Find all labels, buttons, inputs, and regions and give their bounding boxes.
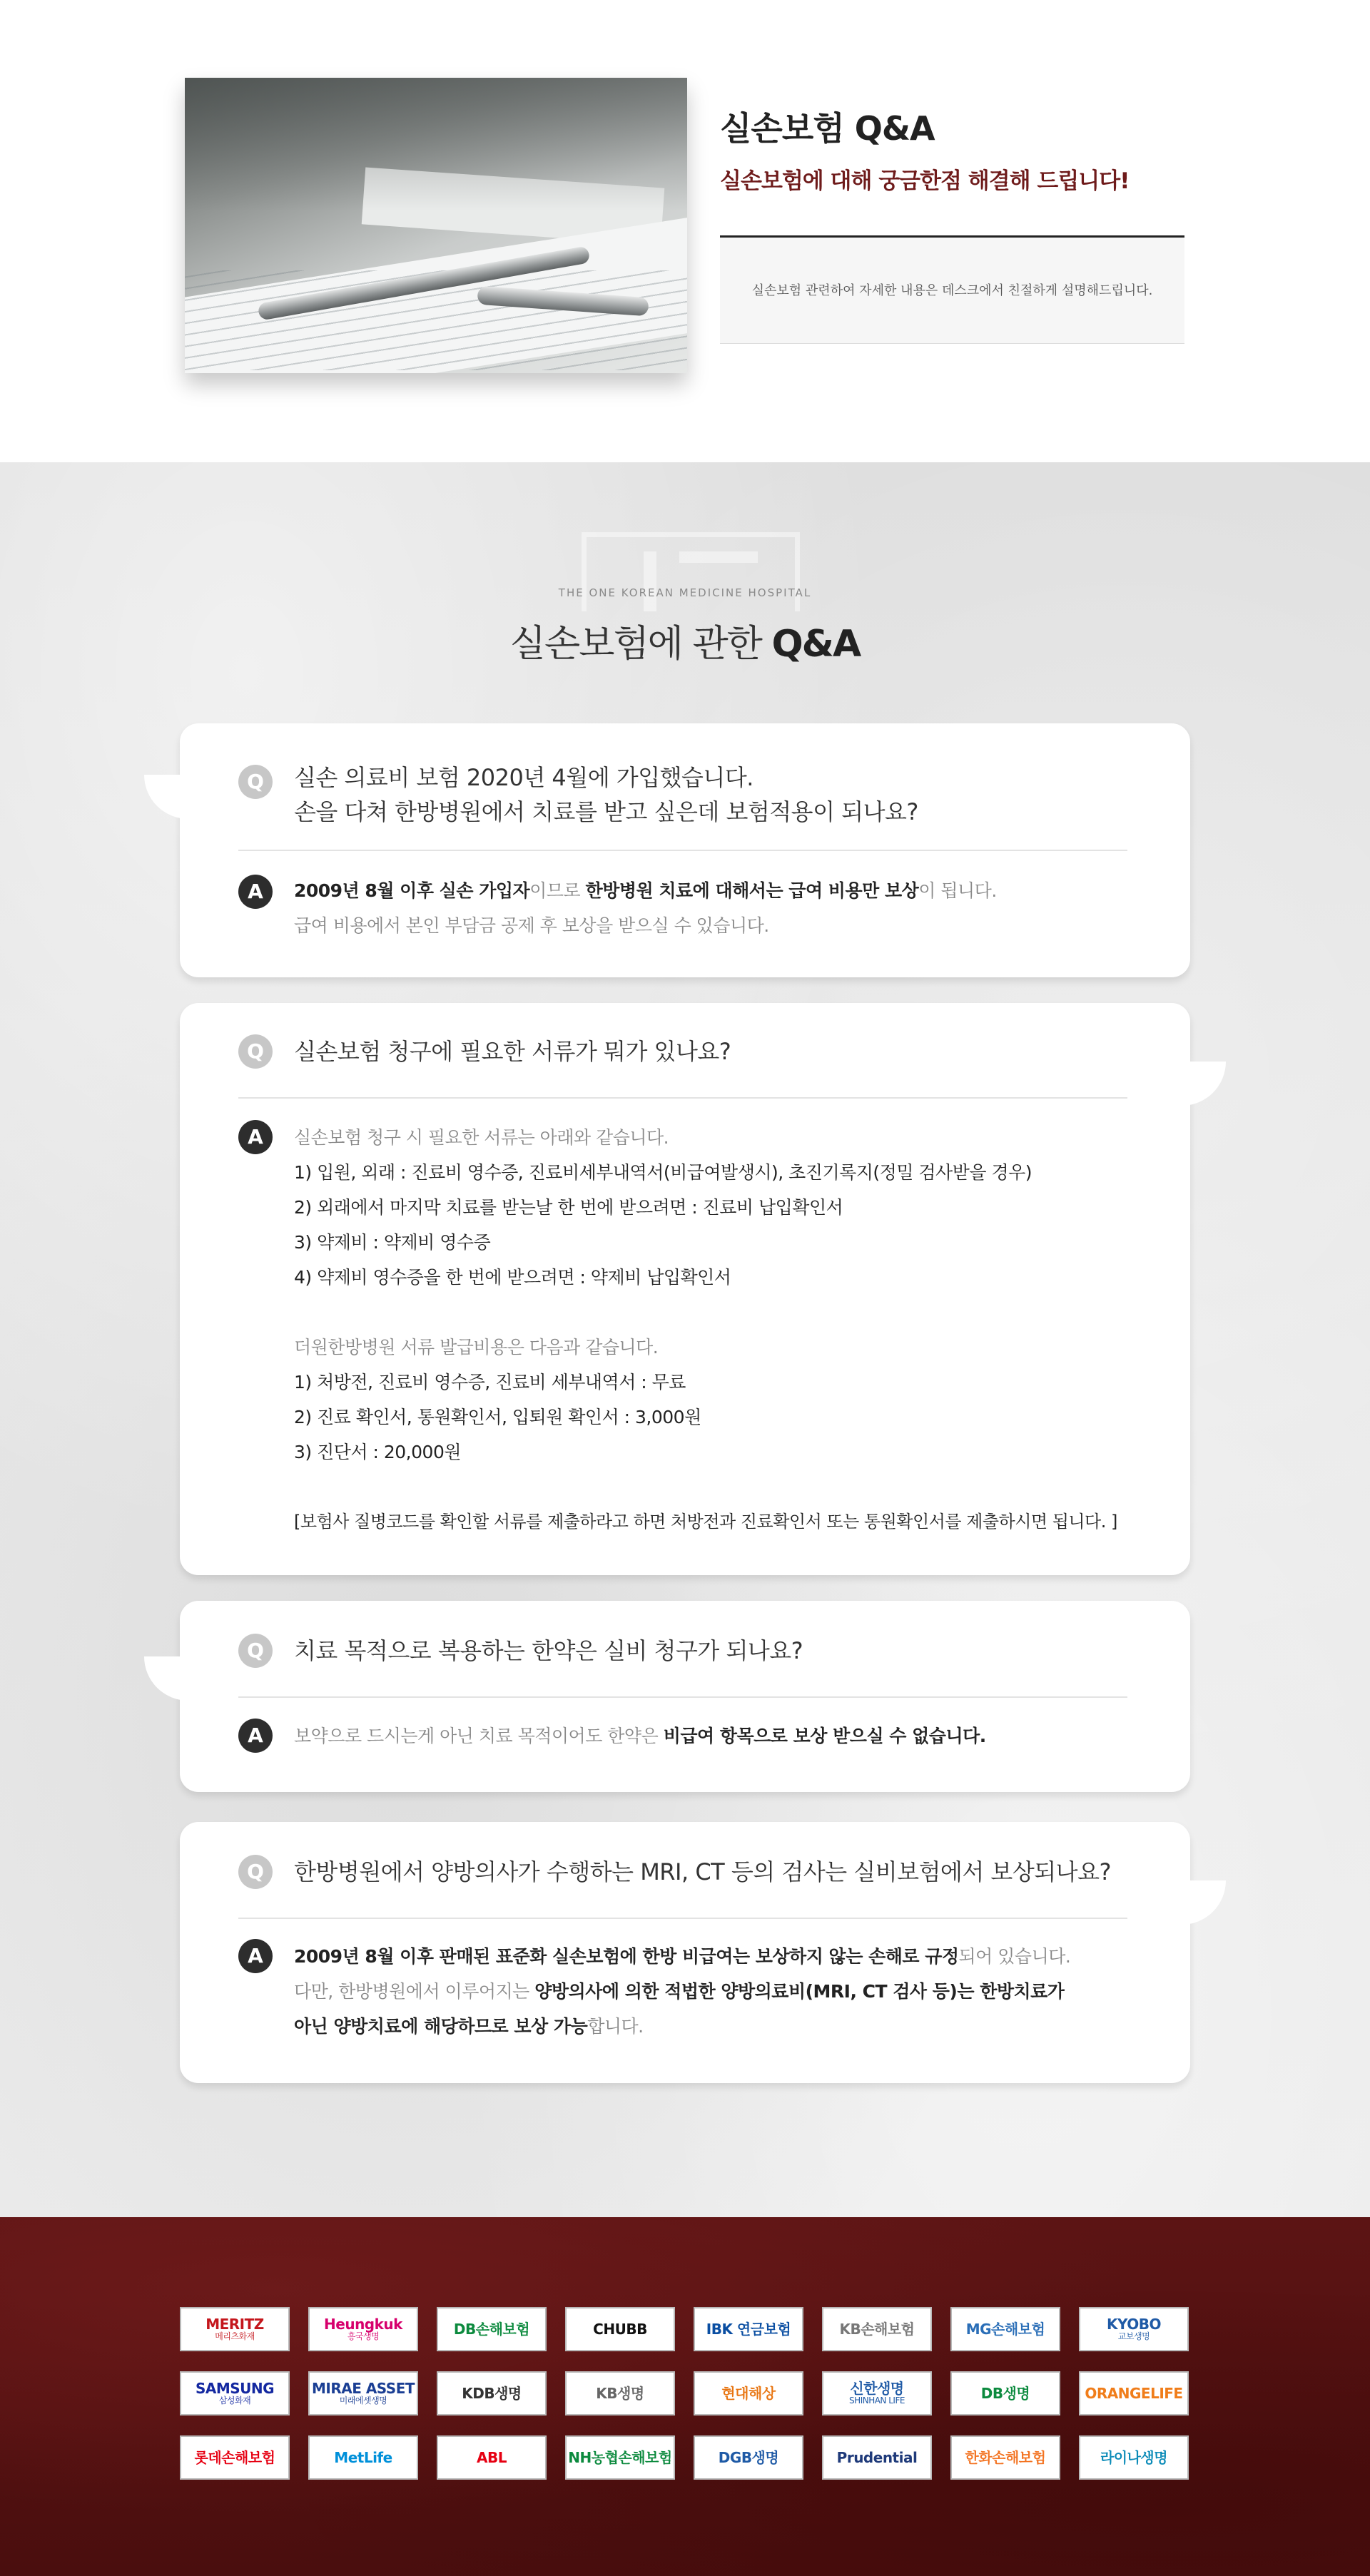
page-title: 실손보험 Q&A <box>720 109 935 148</box>
answer-badge: A <box>238 1939 273 1973</box>
insurer-logo <box>308 2371 418 2415</box>
qa-heading: 실손보험에 관한 Q&A <box>509 623 861 666</box>
answer-badge: A <box>238 1120 273 1154</box>
insurer-logo <box>822 2435 932 2480</box>
question-text: 실손 의료비 보험 2020년 4월에 가입했습니다. 손을 다쳐 한방병원에서 치료를 받고 싶은데 보험적용이 되나요? <box>294 764 918 825</box>
insurer-name: CHUBB <box>593 2320 647 2338</box>
insurer-subname: 메리츠화재 <box>215 2331 255 2342</box>
insurer-name: MERITZ <box>206 2316 264 2333</box>
insurer-name: KB손해보험 <box>839 2320 915 2338</box>
insurer-logo <box>822 2371 932 2415</box>
insurer-name: MIRAE ASSET <box>311 2380 415 2398</box>
qa-card-4 <box>180 1822 1190 2083</box>
speech-tail <box>144 1656 188 1701</box>
question-badge: Q <box>238 1034 273 1069</box>
answer-text: 2009년 8월 이후 실손 가입자이므로 한방병원 치료에 대해서는 급여 비용만 보상이 됩니다. 급여 비용에서 본인 부담금 공제 후 보상을 받으실 수 있습니다. <box>294 880 997 936</box>
insurer-logo <box>694 2435 803 2480</box>
qa-divider <box>238 850 1127 851</box>
qa-card-1 <box>180 723 1190 977</box>
insurer-name: SAMSUNG <box>195 2380 275 2398</box>
insurer-subname: 미래에셋생명 <box>339 2396 387 2406</box>
insurer-name: ABL <box>477 2448 507 2466</box>
qa-card-3 <box>180 1601 1190 1792</box>
insurer-name: 한화손해보험 <box>965 2448 1046 2466</box>
insurer-logo <box>437 2307 547 2351</box>
insurer-logo <box>1079 2435 1189 2480</box>
answer-text: 2009년 8월 이후 판매된 표준화 실손보험에 한방 비급여는 보상하지 않는 손해로 규정되어 있습니다. 다만, 한방병원에서 이루어지는 양방의사에 의한 적법한 양방의료비(MRI, CT 검사 등)는 한방치료가 아닌 양방치료에 해당하므로 보상 가능합니다. <box>294 1946 1071 2037</box>
intro-section <box>0 0 1370 462</box>
qa-divider <box>238 1696 1127 1698</box>
insurer-logo <box>180 2307 290 2351</box>
qa-section <box>0 462 1370 2217</box>
insurer-logos-section <box>0 2217 1370 2576</box>
insurer-name: 현대해상 <box>721 2384 776 2402</box>
insurer-logo <box>694 2307 803 2351</box>
insurer-logo <box>308 2435 418 2480</box>
speech-tail <box>1182 1880 1226 1925</box>
insurer-logo <box>1079 2371 1189 2415</box>
insurer-name: MG손해보험 <box>965 2320 1045 2338</box>
insurer-name: KDB생명 <box>462 2384 522 2402</box>
question-badge: Q <box>238 1855 273 1889</box>
hospital-watermark-logo <box>582 532 800 611</box>
answer-badge: A <box>238 1719 273 1753</box>
insurer-logo <box>950 2435 1060 2480</box>
insurer-name: KB생명 <box>596 2384 644 2402</box>
speech-tail <box>144 775 188 819</box>
insurer-name: IBK 연금보험 <box>706 2320 791 2338</box>
insurer-name: DB손해보험 <box>453 2320 530 2338</box>
insurer-name: 롯데손해보험 <box>194 2448 275 2466</box>
insurer-logo <box>565 2371 675 2415</box>
insurer-name: NH농협손해보험 <box>568 2448 672 2466</box>
question-row <box>238 1634 1127 1668</box>
insurer-logo <box>565 2307 675 2351</box>
answer-badge: A <box>238 875 273 909</box>
insurer-subname: 흥국생명 <box>347 2331 380 2342</box>
insurer-subname: 교보생명 <box>1117 2331 1150 2342</box>
question-row <box>238 760 1127 829</box>
insurer-logo <box>180 2435 290 2480</box>
insurer-name: 라이나생명 <box>1100 2448 1168 2466</box>
insurer-logo <box>437 2435 547 2480</box>
question-badge: Q <box>238 765 273 799</box>
question-text: 한방병원에서 양방의사가 수행하는 MRI, CT 등의 검사는 실비보험에서 보상되나요? <box>294 1858 1111 1885</box>
qa-divider <box>238 1918 1127 1919</box>
insurer-logo <box>308 2307 418 2351</box>
insurer-logo <box>950 2371 1060 2415</box>
page-subtitle: 실손보험에 대해 궁금한점 해결해 드립니다! <box>720 168 1130 194</box>
intro-notice-text: 실손보험 관련하여 자세한 내용은 데스크에서 친절하게 설명해드립니다. <box>751 283 1153 298</box>
insurer-logo <box>694 2371 803 2415</box>
insurer-subname: SHINHAN LIFE <box>849 2396 905 2406</box>
insurer-logo <box>180 2371 290 2415</box>
insurer-name: DGB생명 <box>718 2448 779 2466</box>
qa-card-2 <box>180 1003 1190 1575</box>
question-text: 실손보험 청구에 필요한 서류가 뭐가 있나요? <box>294 1038 731 1065</box>
question-badge: Q <box>238 1634 273 1668</box>
insurer-logo <box>950 2307 1060 2351</box>
qa-eyebrow: THE ONE KOREAN MEDICINE HOSPITAL <box>558 586 812 599</box>
insurer-name: 신한생명 <box>850 2380 904 2398</box>
insurer-logo <box>437 2371 547 2415</box>
intro-notice-box <box>720 235 1184 344</box>
question-row <box>238 1034 1127 1069</box>
insurer-name: DB생명 <box>980 2384 1030 2402</box>
insurer-name: KYOBO <box>1106 2316 1161 2333</box>
insurer-name: ORANGELIFE <box>1085 2384 1183 2402</box>
insurer-name: Heungkuk <box>324 2316 402 2333</box>
insurer-logo <box>565 2435 675 2480</box>
answer-text: 보약으로 드시는게 아닌 치료 목적이어도 한약은 비급여 항목으로 보상 받으실 수 없습니다. <box>294 1726 986 1746</box>
insurer-name: Prudential <box>836 2448 918 2466</box>
answer-text: 실손보험 청구 시 필요한 서류는 아래와 같습니다. 1) 입원, 외래 : 진료비 영수증, 진료비세부내역서(비급여발생시), 초진기록지(정밀 검사받을 경우) 2) 외래에서 마지막 치료를 받는날 한 번에 받으려면 : 진료비 납입확인서 3) 약제비 : 약제비 영수증 4) 약제비 영수증을 한 번에 받으려면 : 약제비 납입확인서 더원한방병원 서류 발급비용은 다음과 같습니다. 1) 처방전, 진료비 영수증, 진료비 세부내역서 : 무료 2) 진료 확인서, 통원확인서, 입퇴원 확인서 : 3,000원 3) 진단서 : 20,000원 [보험사 질병코드를 확인할 서류를 제출하라고 하면 처방전과 진료확인서 또는 통원확인서를 제출하시면 됩니다. ] <box>294 1127 1117 1532</box>
documents-pen-photo <box>185 78 687 373</box>
question-row <box>238 1855 1127 1889</box>
speech-tail <box>1182 1062 1226 1106</box>
qa-divider <box>238 1097 1127 1099</box>
insurer-logo <box>1079 2307 1189 2351</box>
question-text: 치료 목적으로 복용하는 한약은 실비 청구가 되나요? <box>294 1637 803 1664</box>
insurer-logo <box>822 2307 932 2351</box>
insurer-name: MetLife <box>334 2448 392 2466</box>
insurer-subname: 삼성화재 <box>218 2396 251 2406</box>
